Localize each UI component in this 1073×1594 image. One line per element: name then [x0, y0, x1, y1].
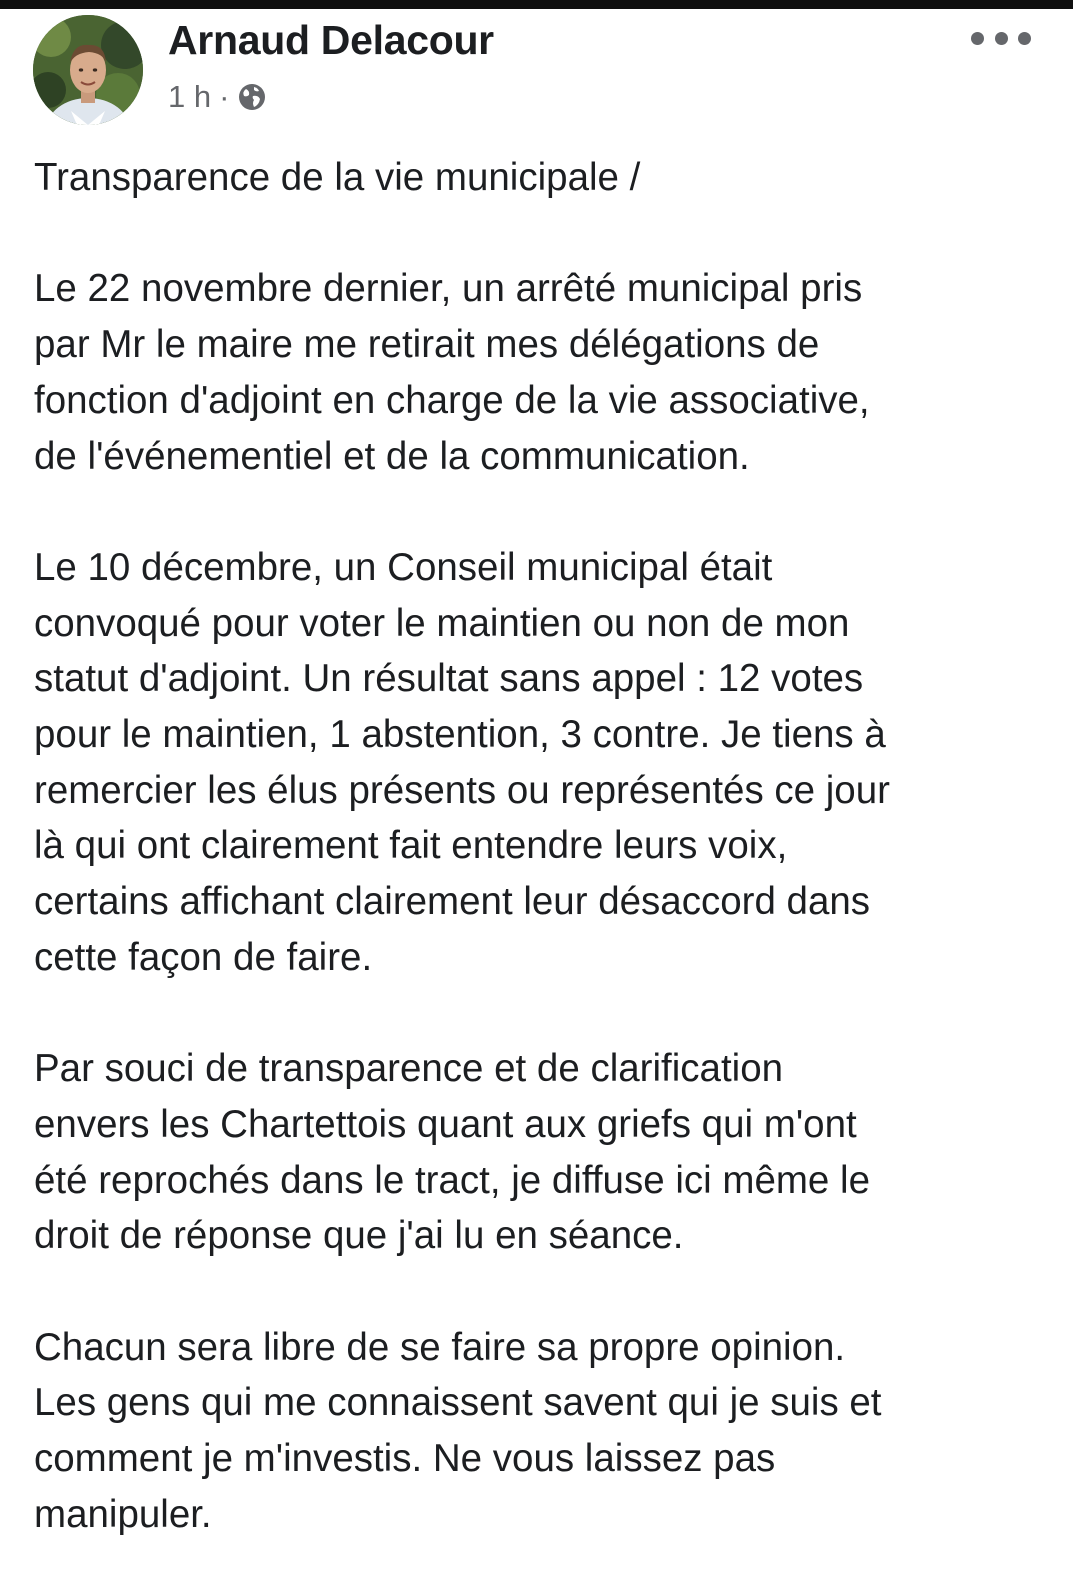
avatar-photo	[33, 15, 143, 125]
more-options-icon	[995, 32, 1008, 45]
more-options-button[interactable]	[971, 25, 1031, 51]
author-name[interactable]: Arnaud Delacour	[168, 17, 494, 63]
post-paragraph: Le 10 décembre, un Conseil municipal était convoqué pour voter le maintien ou non de mon statut d'adjoint. Un résultat sans appel : 12 votes pour le maintien, 1 abstention, 3 contre. Je tiens à remercier les élus présents ou représentés ce jour là qui ont clairement fait entendre leurs voix, certains affichant clairement leur désaccord dans cette façon de faire.	[34, 545, 890, 979]
meta-separator: ·	[219, 79, 230, 114]
globe-icon	[237, 82, 267, 112]
post-timestamp[interactable]: 1 h	[168, 79, 212, 114]
post-paragraph: Le 22 novembre dernier, un arrêté municipal pris par Mr le maire me retirait mes délégations de fonction d'adjoint en charge de la vie associative, de l'événementiel et de la communication.	[34, 267, 870, 478]
more-options-icon	[1018, 32, 1031, 45]
avatar[interactable]	[33, 15, 143, 125]
post-body	[34, 150, 1044, 1543]
post-header	[0, 9, 1073, 134]
more-options-icon	[971, 32, 984, 45]
top-bar	[0, 0, 1073, 9]
post-paragraph: Chacun sera libre de se faire sa propre opinion. Les gens qui me connaissent savent qui je suis et comment je m'investis. Ne vous laissez pas manipuler.	[34, 1325, 882, 1536]
post-paragraph: Par souci de transparence et de clarification envers les Chartettois quant aux griefs qui m'ont été reprochés dans le tract, je diffuse ici même le droit de réponse que j'ai lu en séance.	[34, 1047, 871, 1258]
post-paragraph: Transparence de la vie municipale /	[34, 156, 641, 199]
post-meta	[168, 77, 267, 117]
